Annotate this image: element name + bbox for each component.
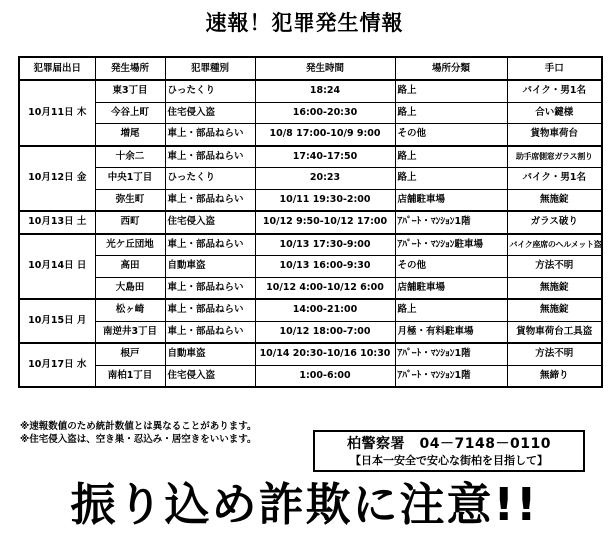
method-cell: バイク座席のヘルメット盗 — [507, 234, 602, 256]
time-cell: 10/12 9:50-10/12 17:00 — [255, 211, 395, 234]
time-cell: 10/13 16:00-9:30 — [255, 256, 395, 278]
header-location-type: 場所分類 — [395, 57, 507, 80]
time-cell: 10/14 20:30-10/16 10:30 — [255, 343, 395, 365]
place-cell: 増尾 — [95, 124, 165, 146]
table-row — [19, 365, 602, 387]
crime-type-cell: 車上・部品ねらい — [165, 299, 255, 321]
table-row — [19, 168, 602, 190]
crime-type-cell: 車上・部品ねらい — [165, 234, 255, 256]
crime-type-cell: ひったくり — [165, 168, 255, 190]
method-cell: 貨物車荷台工具盗 — [507, 321, 602, 343]
time-cell: 17:40-17:50 — [255, 146, 395, 168]
location-cell: ｱﾊﾟｰﾄ・ﾏﾝｼｮﾝ1階 — [395, 211, 507, 234]
time-cell: 20:23 — [255, 168, 395, 190]
time-cell: 10/12 4:00-10/12 6:00 — [255, 277, 395, 299]
crime-type-cell: 住宅侵入盗 — [165, 102, 255, 124]
crime-type-cell: 車上・部品ねらい — [165, 124, 255, 146]
location-cell: ｱﾊﾟｰﾄ・ﾏﾝｼｮﾝ1階 — [395, 365, 507, 387]
header-method: 手口 — [507, 57, 602, 80]
method-cell: 無締り — [507, 365, 602, 387]
location-cell: 路上 — [395, 146, 507, 168]
method-cell: 無施錠 — [507, 189, 602, 211]
table-row — [19, 321, 602, 343]
footnotes — [20, 420, 256, 446]
method-cell: ガラス破り — [507, 211, 602, 234]
table-row — [19, 102, 602, 124]
location-cell: 月極・有料駐車場 — [395, 321, 507, 343]
crime-table — [18, 56, 603, 388]
fraud-warning-banner: 振り込め詐欺に注意!! — [70, 478, 539, 531]
crime-type-cell: 住宅侵入盗 — [165, 365, 255, 387]
report-date-cell: 10月15日 月 — [19, 299, 95, 343]
place-cell: 根戸 — [95, 343, 165, 365]
place-cell: 弥生町 — [95, 189, 165, 211]
table-row — [19, 146, 602, 168]
table-row — [19, 80, 602, 102]
time-cell: 18:24 — [255, 80, 395, 102]
page-title: 速報！犯罪発生情報 — [205, 11, 404, 35]
place-cell: 南柏1丁目 — [95, 365, 165, 387]
crime-type-cell: 車上・部品ねらい — [165, 189, 255, 211]
report-date-cell: 10月13日 土 — [19, 211, 95, 234]
crime-type-cell: 住宅侵入盗 — [165, 211, 255, 234]
table-row — [19, 234, 602, 256]
crime-type-cell: ひったくり — [165, 80, 255, 102]
report-date-cell: 10月12日 金 — [19, 146, 95, 212]
place-cell: 中央1丁目 — [95, 168, 165, 190]
crime-type-cell: 車上・部品ねらい — [165, 146, 255, 168]
location-cell: 店舗駐車場 — [395, 277, 507, 299]
table-header-row — [19, 57, 602, 80]
police-slogan: 【日本一安全で安心な街柏を目指して】 — [350, 454, 548, 467]
location-cell: 路上 — [395, 102, 507, 124]
place-cell: 十余二 — [95, 146, 165, 168]
place-cell: 高田 — [95, 256, 165, 278]
police-contact-box — [313, 430, 585, 472]
crime-type-cell: 車上・部品ねらい — [165, 321, 255, 343]
header-crime-type: 犯罪種別 — [165, 57, 255, 80]
table-row — [19, 343, 602, 365]
method-cell: バイク・男1名 — [507, 80, 602, 102]
footnote: ※速報数値のため統計数値とは異なることがあります。 — [20, 421, 257, 432]
header-place: 発生場所 — [95, 57, 165, 80]
location-cell: ｱﾊﾟｰﾄ・ﾏﾝｼｮﾝ駐車場 — [395, 234, 507, 256]
place-cell: 東3丁目 — [95, 80, 165, 102]
table-row — [19, 277, 602, 299]
time-cell: 14:00-21:00 — [255, 299, 395, 321]
time-cell: 10/12 18:00-7:00 — [255, 321, 395, 343]
table-row — [19, 211, 602, 234]
time-cell: 16:00-20:30 — [255, 102, 395, 124]
footnote: ※住宅侵入盗は、空き巣・忍込み・居空きをいいます。 — [20, 434, 257, 445]
header-report-date: 犯罪届出日 — [19, 57, 95, 80]
method-cell: 方法不明 — [507, 343, 602, 365]
time-cell: 10/8 17:00-10/9 9:00 — [255, 124, 395, 146]
location-cell: 路上 — [395, 168, 507, 190]
time-cell: 1:00-6:00 — [255, 365, 395, 387]
location-cell: 路上 — [395, 80, 507, 102]
time-cell: 10/13 17:30-9:00 — [255, 234, 395, 256]
crime-type-cell: 車上・部品ねらい — [165, 277, 255, 299]
place-cell: 大島田 — [95, 277, 165, 299]
location-cell: その他 — [395, 124, 507, 146]
method-cell: 貨物車荷台 — [507, 124, 602, 146]
method-cell: 無施錠 — [507, 277, 602, 299]
table-row — [19, 256, 602, 278]
place-cell: 南逆井3丁目 — [95, 321, 165, 343]
method-cell: 助手席側窓ガラス割り — [507, 146, 602, 168]
location-cell: ｱﾊﾟｰﾄ・ﾏﾝｼｮﾝ1階 — [395, 343, 507, 365]
place-cell: 光ケ丘団地 — [95, 234, 165, 256]
table-row — [19, 124, 602, 146]
report-date-cell: 10月11日 木 — [19, 80, 95, 146]
location-cell: 路上 — [395, 299, 507, 321]
time-cell: 10/11 19:30-2:00 — [255, 189, 395, 211]
table-row — [19, 189, 602, 211]
location-cell: その他 — [395, 256, 507, 278]
location-cell: 店舗駐車場 — [395, 189, 507, 211]
method-cell: 合い鍵様 — [507, 102, 602, 124]
report-date-cell: 10月14日 日 — [19, 234, 95, 300]
method-cell: バイク・男1名 — [507, 168, 602, 190]
place-cell: 今谷上町 — [95, 102, 165, 124]
place-cell: 西町 — [95, 211, 165, 234]
table-row — [19, 299, 602, 321]
crime-type-cell: 自動車盗 — [165, 343, 255, 365]
method-cell: 方法不明 — [507, 256, 602, 278]
method-cell: 無施錠 — [507, 299, 602, 321]
place-cell: 松ヶ崎 — [95, 299, 165, 321]
report-date-cell: 10月17日 水 — [19, 343, 95, 387]
police-name-phone: 柏警察署 04－7148－0110 — [347, 436, 551, 452]
crime-type-cell: 自動車盗 — [165, 256, 255, 278]
header-time: 発生時間 — [255, 57, 395, 80]
